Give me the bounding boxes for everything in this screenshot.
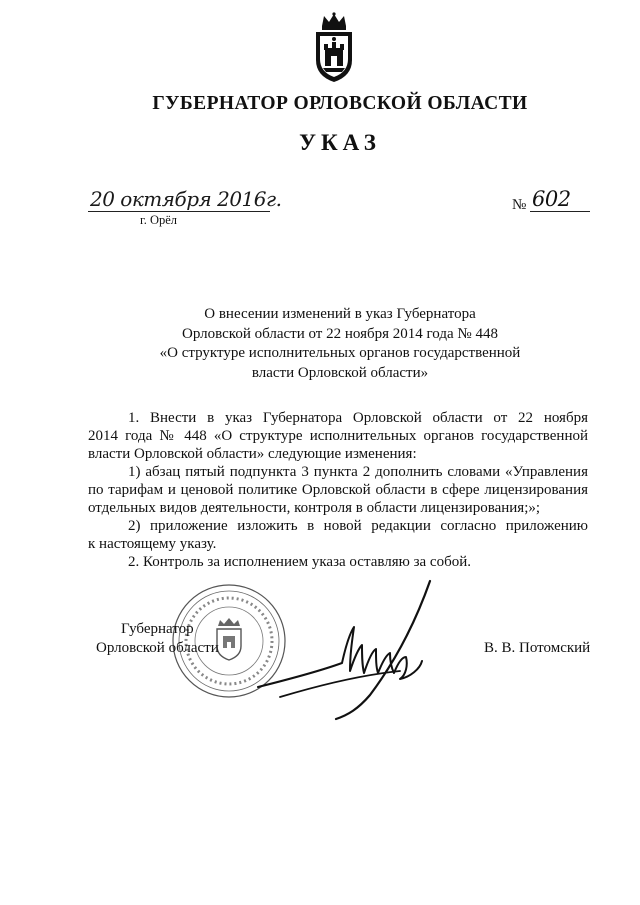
document-number-label: № — [512, 197, 527, 213]
subject-line: власти Орловской области» — [251, 364, 429, 381]
signatory-role-line: Орловской области — [96, 640, 219, 656]
body-line: 2014 года № 448 «О структуре исполнительных органов государственной — [88, 428, 588, 444]
signatory-role — [96, 620, 219, 658]
document-type: УКАЗ — [299, 130, 381, 155]
body-line: 2. Контроль за исполнением указа оставляю за собой. — [128, 554, 471, 570]
body-line: к настоящему указу. — [88, 536, 217, 552]
subject-line: О внесении изменений в указ Губернатора — [204, 306, 476, 322]
body-line: по тарифам и ценовой политике Орловской области в сфере лицензирования — [88, 482, 588, 498]
document-number: 602 — [532, 187, 571, 211]
coat-of-arms-icon — [312, 12, 356, 84]
date-underline — [88, 211, 270, 212]
handwritten-signature-icon — [250, 575, 450, 735]
decree-body — [88, 409, 588, 571]
document-date: 20 октября 2016г. — [90, 187, 282, 211]
document-city: г. Орёл — [140, 213, 178, 227]
body-line: отдельных видов деятельности, контроля в области лицензирования;»; — [88, 500, 541, 516]
signatory-role-line: Губернатор — [121, 621, 194, 637]
subject-line: Орловской области от 22 ноября 2014 года № 448 — [182, 325, 498, 342]
number-underline — [530, 211, 590, 212]
issuer-title: ГУБЕРНАТОР ОРЛОВСКОЙ ОБЛАСТИ — [152, 93, 528, 114]
body-line: власти Орловской области» следующие изменения: — [88, 446, 417, 462]
body-line: 1. Внести в указ Губернатора Орловской области от 22 ноября — [128, 410, 588, 426]
body-line: 2) приложение изложить в новой редакции согласно приложению — [128, 518, 588, 534]
decree-subject — [100, 305, 580, 383]
subject-line: «О структуре исполнительных органов государственной — [159, 345, 521, 361]
body-line: 1) абзац пятый подпункта 3 пункта 2 дополнить словами «Управления — [128, 464, 588, 480]
signatory-name: В. В. Потомский — [484, 640, 591, 656]
